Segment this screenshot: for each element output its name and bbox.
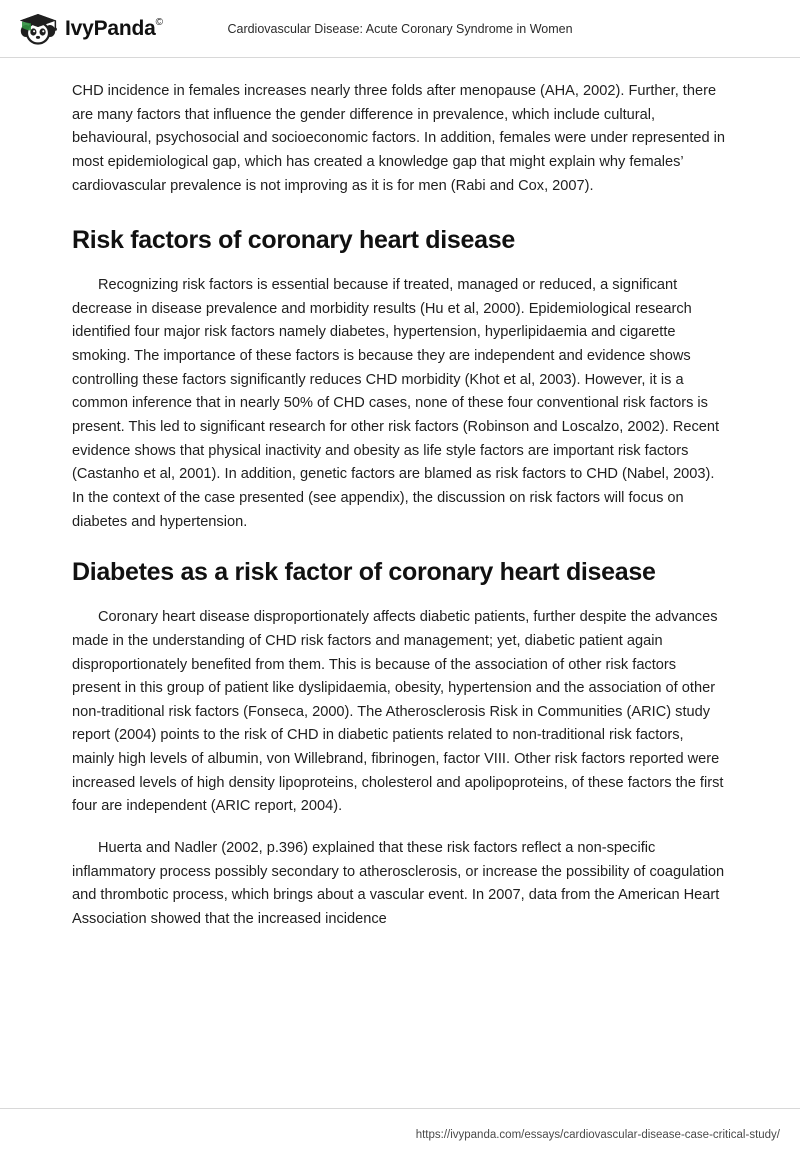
paragraph-diabetes-2: Huerta and Nadler (2002, p.396) explained that these risk factors reflect a non-specific inflammatory process possibly secondary to atherosclerosis, or increase the possibility of coagulation and thrombotic process, which brings about a vascular event. In 2007, data from the American Heart Association showed that the increased incidence bbox=[72, 840, 725, 927]
document-body bbox=[0, 58, 800, 932]
page-header bbox=[0, 0, 800, 58]
section-heading-diabetes: Diabetes as a risk factor of coronary heart disease bbox=[72, 558, 656, 587]
graduation-cap-panda-logo-icon bbox=[18, 11, 58, 47]
page-footer bbox=[0, 1108, 800, 1160]
paragraph-diabetes-1: Coronary heart disease disproportionately affects diabetic patients, further despite the advances made in the understanding of CHD risk factors and management; yet, diabetic patient again disproportionately benefited from them. This is because of the association of other risk factors present in this group of patient like dyslipidaemia, obesity, hypertension and the association of other non-traditional risk factors (Fonseca, 2000). The Atherosclerosis Risk in Communities (ARIC) study report (2004) points to the risk of CHD in diabetic patients related to non-traditional risk factors, mainly high levels of albumin, von Willebrand, fibrinogen, factor VIII. Other risk factors reported were increased levels of high density lipoproteins, cholesterol and apolipoproteins, of these factors the first four are independent (ARIC report, 2004). bbox=[72, 609, 724, 815]
section-heading-risk-factors: Risk factors of coronary heart disease bbox=[72, 226, 515, 255]
brand-logo-group[interactable] bbox=[18, 11, 163, 47]
brand-name-text: IvyPanda bbox=[65, 16, 156, 40]
document-title: Cardiovascular Disease: Acute Coronary Syndrome in Women bbox=[227, 21, 573, 36]
brand-copyright-mark: © bbox=[155, 16, 163, 28]
source-url-link[interactable]: https://ivypanda.com/essays/cardiovascular-disease-case-critical-study/ bbox=[415, 1128, 780, 1141]
paragraph-risk-factors: Recognizing risk factors is essential because if treated, managed or reduced, a significant decrease in disease prevalence and morbidity results (Hu et al, 2000). Epidemiological research identified four major risk factors namely diabetes, hypertension, hyperlipidaemia and cigarette smoking. The importance of these factors is because they are independent and evidence shows controlling these factors significantly reduces CHD morbidity (Khot et al, 2003). However, it is a common inference that in nearly 50% of CHD cases, none of these four conventional risk factors is present. This led to significant research for other risk factors (Robinson and Loscalzo, 2002). Recent evidence shows that physical inactivity and obesity as life style factors are important risk factors (Castanho et al, 2001). In addition, genetic factors are blamed as risk factors to CHD (Nabel, 2003). In the context of the case presented (see appendix), the discussion on risk factors will focus on diabetes and hypertension. bbox=[72, 277, 720, 530]
brand-name bbox=[65, 17, 163, 41]
paragraph-intro: CHD incidence in females increases nearly three folds after menopause (AHA, 2002). Further, there are many factors that influence the gender difference in prevalence, which include cultural, behavioural, psychosocial and socioeconomic factors. In addition, females were under represented in most epidemiological gap, which has created a knowledge gap that might explain why females’ cardiovascular prevalence is not improving as it is for men (Rabi and Cox, 2007). bbox=[72, 83, 726, 194]
